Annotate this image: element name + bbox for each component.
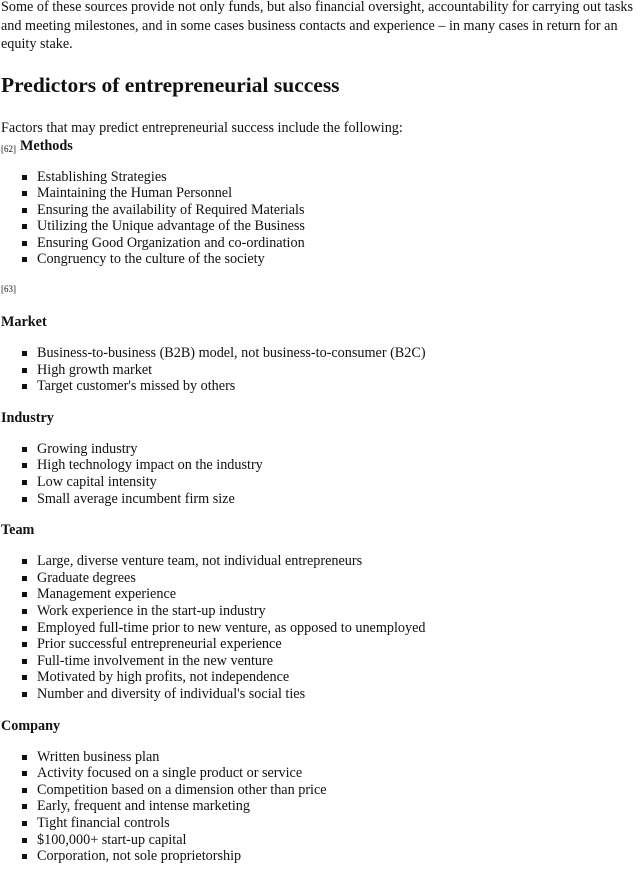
intro-paragraph: Some of these sources provide not only funds, but also financial oversight, accountability for carrying out tasks and meeting milestones, and in some cases business contacts and experience – in many cases in return for an equity stake. (1, 0, 633, 52)
list-item: Target customer's missed by others (22, 378, 638, 395)
company-heading: Company (1, 717, 61, 734)
lead-paragraph: Factors that may predict entrepreneurial success include the following: (1, 119, 403, 136)
reference-link-62[interactable]: [62] (1, 143, 16, 154)
list-item: Competition based on a dimension other than price (22, 782, 638, 799)
list-item: Management experience (22, 586, 638, 603)
team-heading: Team (1, 522, 35, 539)
list-item: Employed full-time prior to new venture, as opposed to unemployed (22, 620, 638, 637)
list-item: Motivated by high profits, not independence (22, 669, 638, 686)
list-item: Establishing Strategies (22, 169, 638, 186)
industry-list (1, 441, 638, 507)
list-item: Maintaining the Human Personnel (22, 185, 638, 202)
list-item: Congruency to the culture of the society (22, 251, 638, 268)
methods-heading-line (1, 137, 638, 155)
section-heading-predictors: Predictors of entrepreneurial success (1, 72, 340, 97)
methods-list (1, 169, 638, 269)
list-item: Ensuring Good Organization and co-ordination (22, 235, 638, 252)
list-item: Activity focused on a single product or service (22, 765, 638, 782)
industry-heading: Industry (1, 409, 54, 426)
company-list (1, 749, 638, 865)
list-item: High growth market (22, 362, 638, 379)
list-item: Tight financial controls (22, 815, 638, 832)
methods-heading: Methods (20, 137, 73, 154)
market-list (1, 345, 638, 395)
list-item: High technology impact on the industry (22, 457, 638, 474)
list-item: Growing industry (22, 441, 638, 458)
list-item: Business-to-business (B2B) model, not business-to-consumer (B2C) (22, 345, 638, 362)
list-item: Prior successful entrepreneurial experience (22, 636, 638, 653)
list-item: Number and diversity of individual's social ties (22, 686, 638, 703)
list-item: Large, diverse venture team, not individual entrepreneurs (22, 553, 638, 570)
list-item: Graduate degrees (22, 570, 638, 587)
list-item: Small average incumbent firm size (22, 491, 638, 508)
list-item: Written business plan (22, 749, 638, 766)
list-item: Corporation, not sole proprietorship (22, 848, 638, 865)
list-item: $100,000+ start-up capital (22, 832, 638, 849)
list-item: Ensuring the availability of Required Materials (22, 202, 638, 219)
list-item: Early, frequent and intense marketing (22, 798, 638, 815)
reference-link-63[interactable]: [63] (1, 284, 16, 295)
list-item: Work experience in the start-up industry (22, 603, 638, 620)
list-item: Low capital intensity (22, 474, 638, 491)
list-item: Full-time involvement in the new venture (22, 653, 638, 670)
team-list (1, 553, 638, 702)
list-item: Utilizing the Unique advantage of the Business (22, 218, 638, 235)
market-heading: Market (1, 314, 47, 331)
